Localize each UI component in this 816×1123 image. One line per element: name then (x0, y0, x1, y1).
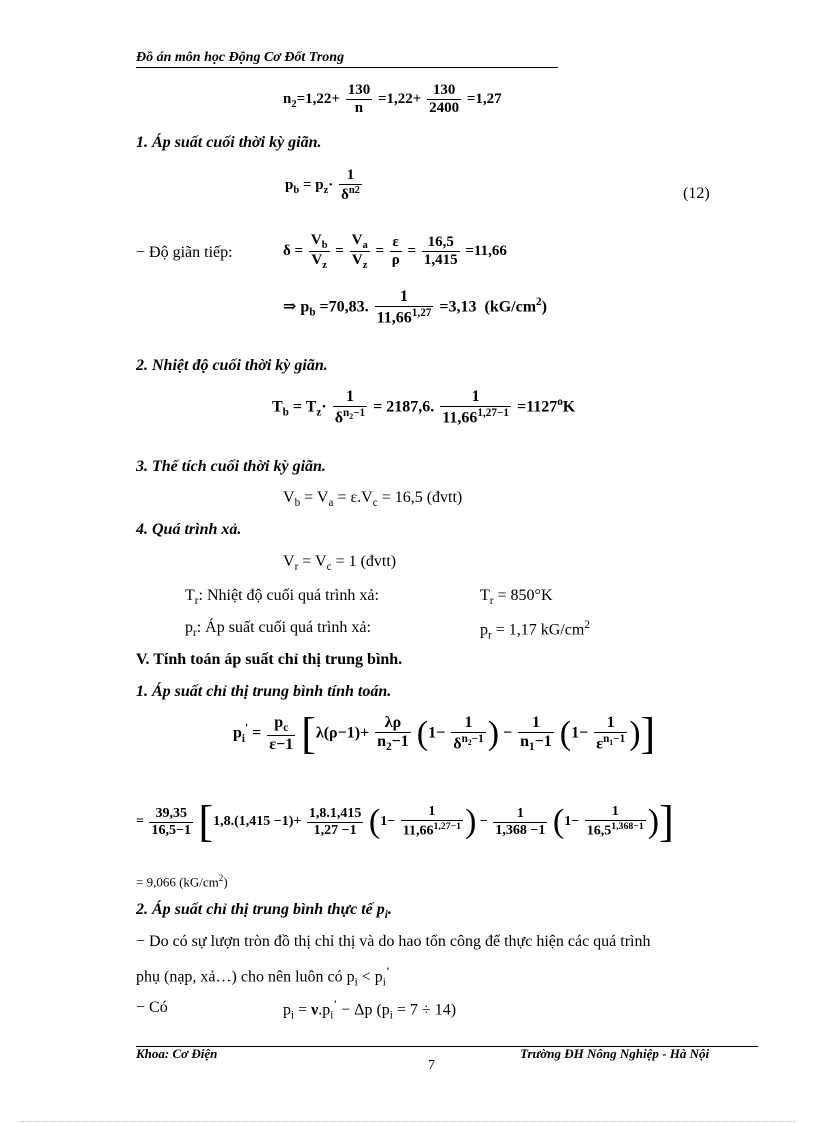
heading-section-2: 2. Nhiệt độ cuối thời kỳ giãn. (136, 357, 328, 374)
heading-section-3: 3. Thể tích cuối thời kỳ giãn. (136, 458, 326, 475)
pr-description: $p_r$: Áp suất cuối quá trình xả: (185, 619, 371, 640)
tr-description: $T_r$: Nhiệt độ cuối quá trình xả: (185, 587, 379, 608)
header-rule (136, 67, 558, 68)
eq-expansion-ratio: δ = $\frac{V_b}{V_z}$ = $\frac{V_a}{V_z}$ = $\frac{\varepsilon}{\rho}$ = $\frac{16,5}{1,415}$ =11,66 (283, 232, 507, 271)
paragraph-line-2: phụ (nạp, xả…) cho nên luôn có $p_i < p_i^’$ (136, 966, 390, 989)
heading-section-4: 4. Quá trình xả. (136, 521, 242, 538)
eq-tb: $T_b = T_z\cdot$ $\frac{1}{\delta^{n_2-1}}$ = 2187,6. $\frac{1}{11,66^{1,27-1}}$ $=1127^oK$ (272, 388, 576, 427)
footer-left: Khoa: Cơ Điện (136, 1046, 218, 1061)
tr-value: $T_r = 850^\circ K$ (480, 587, 553, 608)
heading-section-v-2: 2. Áp suất chỉ thị trung bình thực tế $p_i$. (136, 901, 392, 922)
co-label: − Có (136, 999, 168, 1016)
eq-vb: $V_b = V_a = \varepsilon.V_c = 16,5$ (đvtt) (283, 489, 463, 510)
footer-right: Trường ĐH Nông Nghiệp - Hà Nội (520, 1046, 710, 1061)
eq-n2: $n_2=1,22+$ $\frac{130}{n}$ =1,22+ $\frac{130}{2400}$ =1,27 (283, 82, 502, 116)
expansion-ratio-label: − Độ giãn tiếp: (136, 244, 233, 261)
heading-section-v: V. Tính toán áp suất chỉ thị trung bình. (136, 651, 403, 668)
eq-pi-substituted: = $\frac{39,35}{16,5-1}$ [1,8.(1,415 −1)+ $\frac{1,8.1,415}{1,27 -1}$ (1− $\frac{1}{11,66^{1,27-1}}$ ) − $\frac{1}{1,368 -1}$ (1− $\frac{1}{16,5^{1,368-1}}$ )] (136, 797, 674, 846)
eq-vr: $V_r = V_c = 1$ (đvtt) (283, 553, 397, 574)
eq-pi-formula: $p_i'$ = $\frac{p_c}{\varepsilon-1}$ [λ(ρ−1)+ $\frac{\lambda\rho}{n_2-1}$ (1− $\frac{1}{\delta^{n_2-1}}$ ) − $\frac{1}{n_1-1}$ (1− $\frac{1}{\varepsilon^{n_1-1}}$ )] (233, 709, 656, 758)
eq-pi-actual: $p_i = \nu.p_i^’ - \Delta p$ $(p_i = 7 \div 14)$ (283, 999, 457, 1022)
page-number: 7 (428, 1058, 435, 1073)
paragraph-line-1: − Do có sự lượn tròn đồ thị chỉ thị và do hao tổn công để thực hiện các quá trình (136, 933, 651, 950)
bottom-dotted-border (20, 1121, 796, 1122)
heading-section-1: 1. Áp suất cuối thời kỳ giãn. (136, 134, 322, 151)
eq-pb: ⇒ $p_b =70,83$. $\frac{1}{11,66^{1,27}}$ =3,13 $(kG/cm^2)$ (283, 288, 547, 327)
pi-result: = 9,066 $(kG/cm^2)$ (136, 873, 228, 890)
heading-section-v-1: 1. Áp suất chỉ thị trung bình tính toán. (136, 683, 392, 700)
equation-number-12: (12) (683, 185, 710, 202)
page-header-title: Đồ án môn học Động Cơ Đốt Trong (136, 50, 345, 65)
pr-value: $p_r = 1,17$ $kG/cm^2$ (480, 619, 590, 642)
eq-12: $p_b = p_z\cdot$ $\frac{1}{\delta^{n2}}$ (285, 167, 360, 203)
